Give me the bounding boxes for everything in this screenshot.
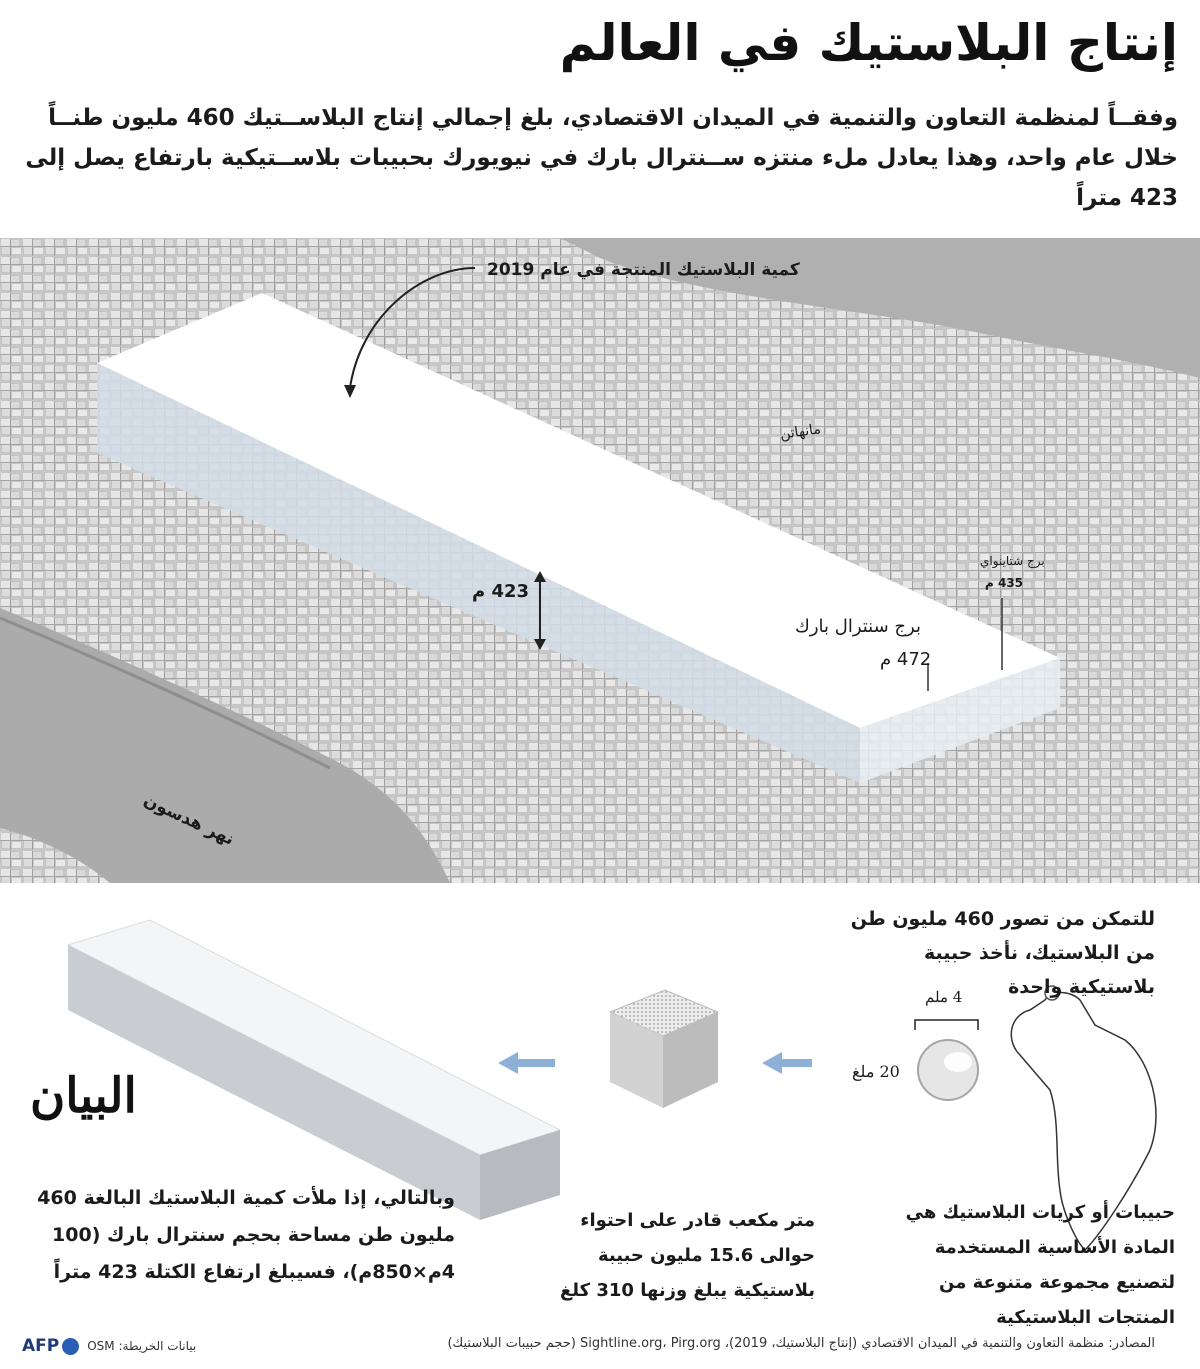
pellet-size-label: 4 ملم <box>925 988 963 1006</box>
steinway-tower-name: برج شتاينواي <box>980 554 1045 568</box>
map-data-credit: بيانات الخريطة: OSM <box>87 1339 197 1353</box>
pellet-weight-label: 20 ملغ <box>852 1062 900 1081</box>
al-bayan-logo: البيان <box>30 1068 137 1124</box>
steinway-tower-height: 435 م <box>985 576 1024 590</box>
central-park-tower-name: برج سنترال بارك <box>795 616 921 637</box>
process-intro: للتمكن من تصور 460 مليون طن من البلاستيك، نأخذ حبيبة بلاستيكية واحدة <box>850 908 1155 998</box>
block-description: وبالتالي، إذا ملأت كمية البلاستيك البالغة 460 مليون طن مساحة بحجم سنترال بارك (100 4م×850م)، فسيبلغ ارتفاع الكتلة 423 متراً <box>37 1187 455 1283</box>
central-park-tower-height: 472 م <box>880 649 932 670</box>
pellet <box>918 1040 978 1100</box>
hudson-river-label: نهر هدسون <box>140 790 238 850</box>
size-bracket <box>915 1020 978 1030</box>
credits <box>22 1336 196 1356</box>
block-callout-label: كمية البلاستيك المنتجة في عام 2019 <box>487 260 800 280</box>
sources-note: المصادر: منظمة التعاون والتنمية في الميدان الاقتصادي (إنتاج البلاستيك، 2019)، Sightline.org، Pirg.org (حجم حبيبات البلاستيك) <box>447 1336 1155 1351</box>
intro-paragraph: وفقــاً لمنظمة التعاون والتنمية في الميدان الاقتصادي، بلغ إجمالي إنتاج البلاســتيك 460 مليون طنــاً خلال عام واحد، وهذا يعادل ملء منتزه ســنترال بارك في نيويورك بحبيبات بلاســتيكية بارتفاع يصل إلى 423 متراً <box>25 105 1178 211</box>
afp-logo: AFP <box>22 1336 79 1356</box>
manhattan-map <box>0 238 1200 883</box>
page-title: إنتاج البلاستيك في العالم <box>559 14 1178 72</box>
manhattan-label: مانهاتن <box>779 421 822 443</box>
block-height-label: 423 م <box>472 581 530 602</box>
cube-description: متر مكعب قادر على احتواء حوالى 15.6 مليون حبيبة بلاستيكية يبلغ وزنها 310 كلغ <box>559 1210 815 1301</box>
pellet-description: حبيبات أو كريات البلاستيك هي المادة الأساسية المستخدمة لتصنيع مجموعة متنوعة من المنتجات البلاستيكية <box>905 1202 1175 1328</box>
